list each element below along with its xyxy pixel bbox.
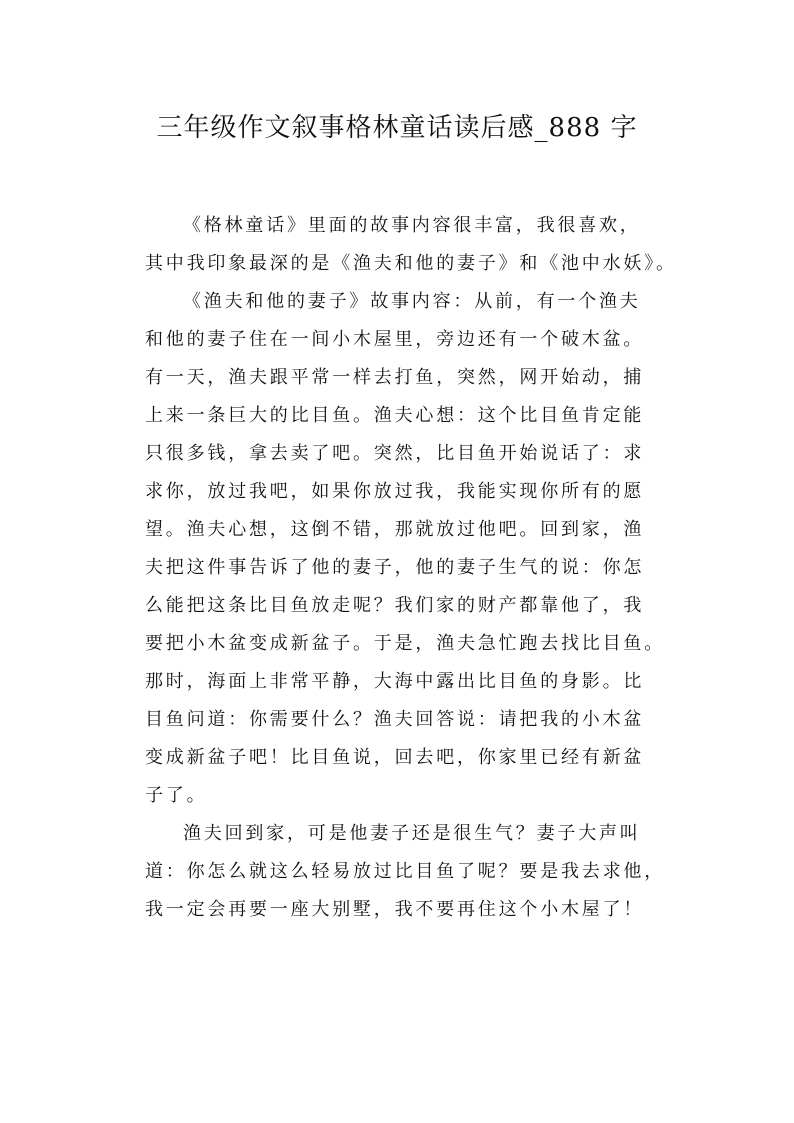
paragraph-line: 子了。 [145,785,208,806]
paragraph-line: 变成新盆子吧！比目鱼说，回去吧，你家里已经有新盆 [145,747,645,768]
paragraph-line: 求你，放过我吧，如果你放过我，我能实现你所有的愿 [145,481,645,502]
paragraph-line: 只很多钱，拿去卖了吧。突然，比目鱼开始说话了：求 [145,443,645,464]
paragraph-line: 么能把这条比目鱼放走呢？我们家的财产都靠他了，我 [145,595,645,616]
paragraph-line: 我一定会再要一座大别墅，我不要再住这个小木屋了！ [145,899,645,920]
paragraph-line: 《格林童话》里面的故事内容很丰富，我很喜欢， [183,215,641,236]
paragraph-line: 和他的妻子住在一间小木屋里，旁边还有一个破木盆。 [145,329,645,350]
document-body [145,207,705,929]
paragraph-line: 要把小木盆变成新盆子。于是，渔夫急忙跑去找比目鱼。 [145,633,665,654]
paragraph-line: 上来一条巨大的比目鱼。渔夫心想：这个比目鱼肯定能 [145,405,645,426]
paragraph-line: 目鱼问道：你需要什么？渔夫回答说：请把我的小木盆 [145,709,645,730]
paragraph-line: 其中我印象最深的是《渔夫和他的妻子》和《池中水妖》。 [145,253,677,274]
paragraph-line: 道：你怎么就这么轻易放过比目鱼了呢？要是我去求他， [145,861,665,882]
paragraph-line: 那时，海面上非常平静，大海中露出比目鱼的身影。比 [145,671,645,692]
paragraph-line: 《渔夫和他的妻子》故事内容：从前，有一个渔夫 [183,291,641,312]
paragraph-line: 夫把这件事告诉了他的妻子，他的妻子生气的说：你怎 [145,557,645,578]
paragraph-line: 渔夫回到家，可是他妻子还是很生气？妻子大声叫 [183,823,641,844]
document-title: 三年级作文叙事格林童话读后感_888 字 [156,113,638,143]
paragraph-line: 望。渔夫心想，这倒不错，那就放过他吧。回到家，渔 [145,519,645,540]
paragraph-line: 有一天，渔夫跟平常一样去打鱼，突然，网开始动，捕 [145,367,645,388]
